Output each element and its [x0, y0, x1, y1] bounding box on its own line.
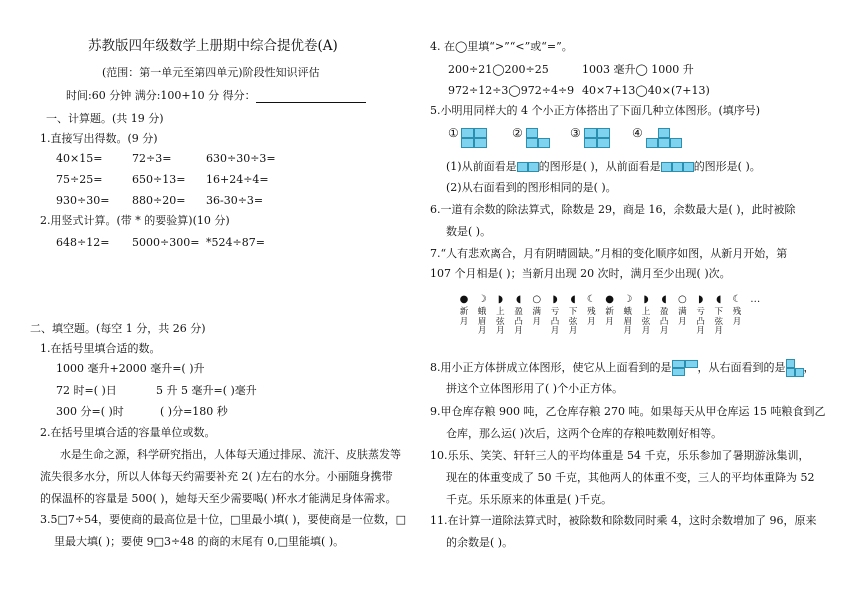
moon-phase-icon: ◗ — [643, 294, 649, 305]
square — [661, 162, 672, 172]
square — [672, 162, 683, 172]
question-text: 10.乐乐、笑笑、轩轩三人的平均体重是 54 千克，乐乐参加了暑期游泳集训， — [430, 449, 810, 462]
question-text: 1.直接写出得数。(9 分) — [40, 132, 158, 145]
question-text: 2.用竖式计算。(带 * 的要验算)(10 分) — [40, 214, 230, 227]
exam-info-text: 时间:60 分钟 满分:100+10 分 得分： — [66, 89, 256, 102]
fill-item: 1000 毫升+2000 毫升=( )升 — [56, 362, 205, 375]
calc-item: 880÷20= — [132, 194, 186, 207]
q5a-part2: 的图形是( )，从前面看是 — [538, 160, 661, 173]
question-text: 11.在计算一道除法算式时，被除数和除数同时乘 4，这时余数增加了 96，原来 — [430, 514, 817, 527]
moon-phase-label: 蛾眉月 — [477, 307, 487, 336]
moon-phase-icon: ☽ — [623, 294, 633, 305]
question-text: 仓库，那么运( )次后，这两个仓库的存粮吨数刚好相等。 — [446, 427, 723, 440]
page-title: 苏教版四年级数学上册期中综合提优卷(A) — [88, 38, 338, 54]
figure-label: ④ — [632, 126, 643, 140]
square — [786, 368, 795, 377]
cube — [584, 128, 597, 138]
figure-label: ③ — [570, 126, 581, 140]
moon-phase-label: 盈凸月 — [659, 307, 669, 336]
square — [672, 360, 685, 368]
question-text — [446, 160, 761, 174]
moon-phase-label: 上弦月 — [641, 307, 651, 336]
question-text: 9.甲仓库存粮 900 吨，乙仓库存粮 270 吨。如果每天从甲仓库运 15 吨粮食到乙 — [430, 405, 826, 418]
question-text: 3.5□7÷54，要使商的最高位是十位，□里最小填( )，要使商是一位数，□ — [40, 513, 406, 526]
moon-phase-label: 下弦月 — [714, 307, 724, 336]
question-text: 数是( )。 — [446, 225, 492, 238]
paragraph-line: 的保温杯的容量是 500( )，她每天至少需要喝( )杯水才能满足身体需求。 — [40, 492, 397, 505]
compare-item: 200÷21◯200÷25 — [448, 63, 549, 76]
section-heading: 一、计算题。(共 19 分) — [46, 112, 164, 125]
calc-item: 650÷13= — [132, 173, 186, 186]
square — [528, 162, 539, 172]
moon-phase-icon: ● — [459, 294, 469, 305]
score-blank[interactable] — [256, 92, 366, 103]
right-view-shape — [786, 359, 804, 377]
cube — [526, 128, 538, 138]
fill-item: 72 时=( )日 — [56, 384, 117, 397]
question-text: 4. 在◯里填“>”“<”或“=”。 — [430, 40, 573, 53]
moon-phase-icon: ◖ — [716, 294, 722, 305]
ellipsis: … — [750, 294, 761, 305]
moon-phase-icon: ◗ — [697, 294, 704, 305]
question-text: 现在的体重变成了 50 千克，其他两人的体重不变，三人的平均体重降为 52 — [446, 471, 815, 484]
moon-phase-icon: ○ — [532, 294, 542, 305]
cube — [658, 128, 670, 138]
cube — [670, 138, 682, 148]
calc-item: 40×15= — [56, 152, 103, 165]
q8-part2: ，从右面看到的是 — [697, 361, 786, 374]
cube — [597, 138, 610, 148]
cube — [538, 138, 550, 148]
paragraph-line: 水是生命之源，科学研究指出，人体每天通过排尿、流汗、皮肤蒸发等 — [60, 448, 401, 461]
moon-phase-label: 满月 — [678, 307, 687, 327]
cube — [597, 128, 610, 138]
square — [517, 162, 528, 172]
square — [672, 368, 685, 376]
q8-part3: ， — [803, 361, 815, 374]
question-text: 的余数是( )。 — [446, 536, 514, 549]
cube — [658, 138, 670, 148]
two-square-shape — [517, 161, 539, 173]
question-text: 6.一道有余数的除法算式，除数是 29，商是 16，余数最大是( )，此时被除 — [430, 203, 796, 216]
question-text: 5.小明用同样大的 4 个小正方体搭出了下面几种立体图形。(填序号) — [430, 104, 761, 117]
figure-label: ② — [512, 126, 523, 140]
calc-item: 72÷3= — [132, 152, 172, 165]
moon-phase-label: 上弦月 — [496, 307, 505, 336]
calc-item: *524÷87= — [206, 236, 265, 249]
fill-item: ( )分=180 秒 — [160, 405, 228, 418]
question-text: 1.在括号里填合适的数。 — [40, 342, 161, 355]
question-text: 2.在括号里填合适的容量单位或数。 — [40, 426, 216, 439]
question-text: 千克。乐乐原来的体重是( )千克。 — [446, 493, 613, 506]
compare-item: 1003 毫升◯ 1000 升 — [582, 63, 694, 76]
moon-phase-label: 盈凸月 — [514, 307, 523, 336]
moon-phase-icon: ○ — [678, 294, 687, 305]
question-text: 拼这个立体图形用了( )个小正方体。 — [446, 382, 624, 395]
cube — [646, 138, 658, 148]
calc-item: 16+24÷4= — [206, 173, 269, 186]
moon-phase-icon: ☾ — [586, 294, 596, 305]
square — [685, 360, 698, 368]
square — [786, 359, 795, 368]
fill-item: 300 分=( )时 — [56, 405, 124, 418]
compare-item: 972÷12÷3◯972÷4÷9 — [448, 84, 575, 97]
three-square-shape — [661, 161, 694, 173]
q5a-part3: 的图形是( )。 — [693, 160, 761, 173]
top-view-shape — [672, 360, 698, 376]
calc-item: 930÷30= — [56, 194, 110, 207]
cube — [526, 138, 538, 148]
exam-info — [66, 89, 366, 103]
question-text: (2)从右面看到的图形相同的是( )。 — [446, 181, 617, 194]
moon-phase-label: 残月 — [587, 307, 596, 327]
square — [683, 162, 694, 172]
question-text — [430, 359, 815, 377]
moon-phase-label: 亏凸月 — [696, 307, 705, 336]
question-text: 107 个月相是( )；当新月出现 20 次时，满月至少出现( )次。 — [430, 267, 731, 280]
moon-phase-icon: ◖ — [661, 294, 667, 305]
cube — [584, 138, 597, 148]
q8-part1: 8.用小正方体拼成立体图形，使它从上面看到的是 — [430, 361, 672, 374]
moon-phase-label: 残月 — [732, 307, 742, 327]
page-subtitle: (范围：第一单元至第四单元)阶段性知识评估 — [102, 66, 320, 79]
calc-item: 5000÷300= — [132, 236, 200, 249]
fill-item: 5 升 5 毫升=( )毫升 — [156, 384, 257, 397]
section-heading: 二、填空题。(每空 1 分，共 26 分) — [30, 322, 206, 335]
calc-item: 630÷30÷3= — [206, 152, 276, 165]
moon-phase-icon: ◗ — [552, 294, 558, 305]
moon-phase-label: 下弦月 — [568, 307, 578, 336]
calc-item: 648÷12= — [56, 236, 110, 249]
moon-phase-icon: ☾ — [732, 294, 742, 305]
moon-phase-label: 新月 — [605, 307, 614, 327]
figure-label: ① — [448, 126, 459, 140]
moon-phase-label: 亏凸月 — [550, 307, 560, 336]
question-text: 7.“人有悲欢离合，月有阴晴圆缺。”月相的变化顺序如图，从新月开始，第 — [430, 247, 788, 260]
moon-phase-icon: ● — [605, 294, 614, 305]
cube — [461, 128, 474, 138]
moon-phase-label: 新月 — [459, 307, 469, 327]
moon-phase-icon: ◖ — [515, 294, 522, 305]
cube — [474, 128, 487, 138]
cube — [474, 138, 487, 148]
question-text: 里最大填( )；要使 9□3÷48 的商的末尾有 0,□里能填( )。 — [54, 535, 345, 548]
calc-item: 36-30÷3= — [206, 194, 264, 207]
moon-phase-label: 蛾眉月 — [623, 307, 633, 336]
q5a-part1: (1)从前面看是 — [446, 160, 517, 173]
moon-phase-icon: ◖ — [570, 294, 576, 305]
compare-item: 40×7+13◯40×(7+13) — [582, 84, 710, 97]
moon-phase-icon: ☽ — [477, 294, 487, 305]
square — [795, 368, 804, 377]
moon-phase-label: 满月 — [532, 307, 542, 327]
cube — [461, 138, 474, 148]
calc-item: 75÷25= — [56, 173, 103, 186]
paragraph-line: 流失很多水分，所以人体每天约需要补充 2( )左右的水分。小丽随身携带 — [40, 470, 393, 483]
moon-phase-icon: ◗ — [497, 294, 504, 305]
